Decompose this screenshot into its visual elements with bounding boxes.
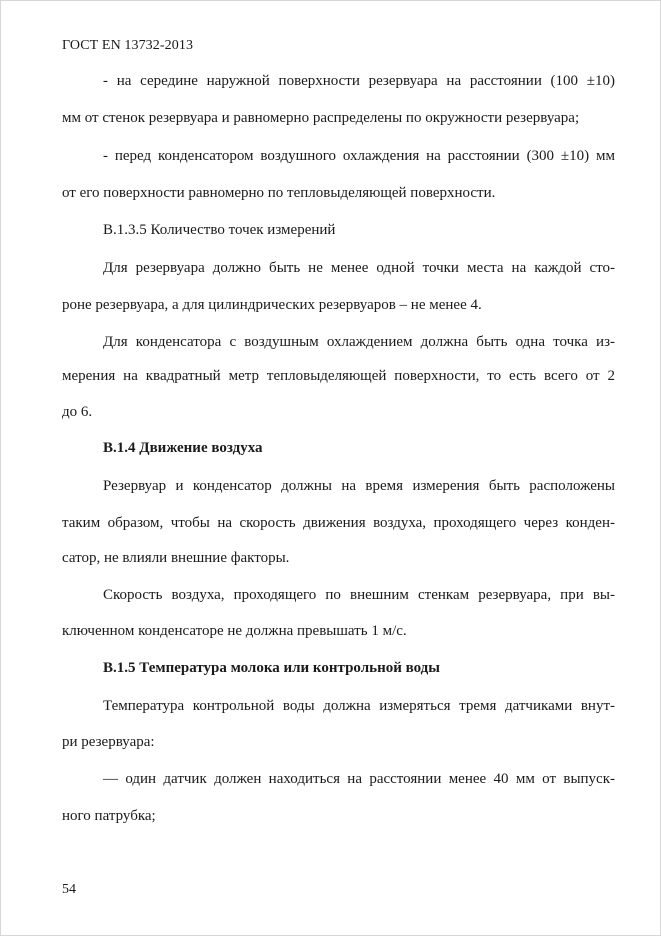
- section-heading: В.1.4 Движение воздуха: [103, 440, 263, 456]
- text-line: — один датчик должен находиться на расстоянии менее 40 мм от выпуск-: [103, 771, 615, 787]
- text-line: от его поверхности равномерно по тепловыделяющей поверхности.: [62, 185, 496, 201]
- text-line: Скорость воздуха, проходящего по внешним стенкам резервуара, при вы-: [103, 587, 615, 603]
- page-number: 54: [62, 882, 76, 897]
- text-line: таким образом, чтобы на скорость движения воздуха, проходящего через конден-: [62, 515, 615, 531]
- text-line: роне резервуара, а для цилиндрических резервуаров – не менее 4.: [62, 297, 482, 313]
- text-line: ри резервуара:: [62, 734, 155, 750]
- text-line: Для конденсатора с воздушным охлаждением должна быть одна точка из-: [103, 334, 615, 350]
- text-line: Температура контрольной воды должна измеряться тремя датчиками внут-: [103, 698, 615, 714]
- text-line: ключенном конденсаторе не должна превышать 1 м/с.: [62, 623, 407, 639]
- text-line: Для резервуара должно быть не менее одной точки места на каждой сто-: [103, 260, 615, 276]
- text-line: - на середине наружной поверхности резервуара на расстоянии (100 ±10): [103, 73, 615, 89]
- document-header: ГОСТ EN 13732-2013: [62, 38, 194, 53]
- text-line: мм от стенок резервуара и равномерно распределены по окружности резервуара;: [62, 110, 580, 126]
- section-heading: В.1.5 Температура молока или контрольной воды: [103, 660, 440, 676]
- text-line: сатор, не влияли внешние факторы.: [62, 550, 290, 566]
- text-line: Резервуар и конденсатор должны на время измерения быть расположены: [103, 478, 615, 494]
- text-line: до 6.: [62, 404, 93, 420]
- text-line: - перед конденсатором воздушного охлаждения на расстоянии (300 ±10) мм: [103, 148, 615, 164]
- subsection-heading: В.1.3.5 Количество точек измерений: [103, 222, 336, 238]
- text-line: мерения на квадратный метр тепловыделяющей поверхности, то есть всего от 2: [62, 368, 615, 384]
- text-line: ного патрубка;: [62, 808, 156, 824]
